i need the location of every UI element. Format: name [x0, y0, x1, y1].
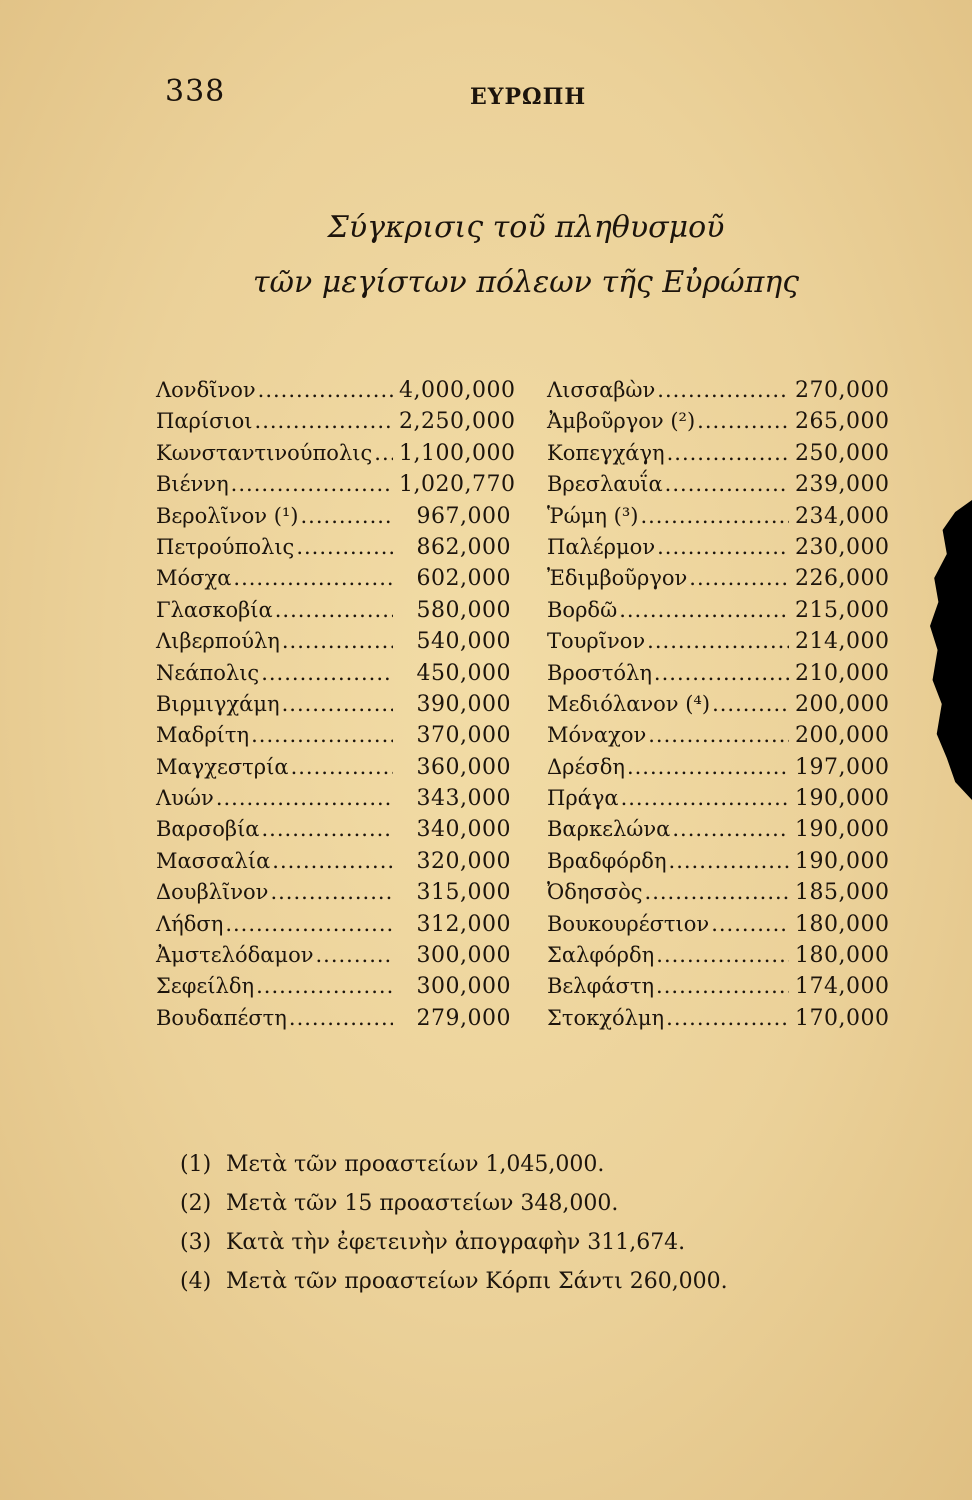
city-name: Βροστόλη	[547, 660, 652, 685]
city-name: Βαρκελώνα	[547, 817, 671, 842]
city-name: Πετρούπολις	[156, 534, 295, 559]
city-row	[156, 880, 511, 911]
footnote-mark: (3)	[180, 1230, 212, 1255]
city-population: 4,000,000	[399, 378, 516, 403]
city-population: 1,100,000	[399, 440, 516, 466]
city-name: Λονδῖνον	[156, 378, 256, 402]
leader-dots	[256, 974, 393, 998]
leader-dots	[225, 912, 393, 936]
leader-dots	[233, 566, 393, 590]
leader-dots	[291, 755, 393, 779]
leader-dots	[665, 472, 789, 496]
leader-dots	[672, 817, 789, 841]
city-row	[156, 943, 511, 974]
city-name: Λιβερπούλη	[156, 629, 280, 654]
city-row	[156, 535, 511, 566]
city-row	[547, 629, 890, 660]
city-population: 315,000	[416, 880, 511, 906]
leader-dots	[627, 755, 789, 779]
city-name: Μαδρίτη	[156, 723, 250, 748]
right-population-column	[547, 378, 890, 1037]
footnote	[180, 1230, 800, 1269]
city-name: Δρέσδη	[547, 754, 625, 779]
city-row	[156, 598, 511, 629]
city-population: 390,000	[416, 691, 511, 717]
leader-dots	[261, 661, 393, 685]
city-row	[547, 817, 890, 848]
city-name: Γλασκοβία	[156, 597, 273, 622]
leader-dots	[647, 629, 789, 653]
leader-dots	[640, 504, 789, 528]
page-number: 338	[165, 74, 226, 109]
leader-dots	[657, 535, 789, 559]
city-name: Ἀμστελόδαμον	[156, 943, 314, 968]
footnote	[180, 1269, 800, 1308]
city-name: Βελφάστη	[547, 974, 655, 999]
city-population: 170,000	[795, 1005, 890, 1031]
city-population: 360,000	[416, 754, 511, 780]
leader-dots	[712, 692, 789, 716]
city-population: 200,000	[795, 723, 890, 749]
city-row	[156, 912, 511, 943]
footnote-text: Μετὰ τῶν 15 προαστείων 348,000.	[226, 1191, 619, 1216]
city-population: 540,000	[416, 629, 511, 655]
city-name: Λυών	[156, 786, 214, 811]
city-row	[547, 848, 890, 880]
leader-dots	[697, 409, 789, 433]
city-population: 312,000	[416, 911, 511, 937]
leader-dots	[315, 943, 393, 967]
leader-dots	[711, 912, 789, 936]
footnote-mark: (1)	[180, 1152, 212, 1177]
footnote-text: Μετὰ τῶν προαστείων 1,045,000.	[226, 1152, 605, 1177]
city-population: 197,000	[795, 754, 890, 780]
city-population: 190,000	[795, 786, 890, 812]
city-row	[156, 817, 511, 848]
city-name: Λισσαβὼν	[547, 378, 656, 402]
city-name: Βρεσλαυΐα	[547, 472, 663, 497]
city-population: 1,020,770	[399, 472, 516, 498]
city-population: 279,000	[416, 1005, 511, 1031]
city-name: Βιρμιγχάμη	[156, 691, 280, 716]
city-name: Κωνσταντινούπολις	[156, 440, 373, 465]
leader-dots	[272, 849, 393, 873]
city-row	[547, 880, 890, 911]
leader-dots	[251, 723, 393, 747]
city-population: 190,000	[795, 848, 890, 874]
footnote-mark: (4)	[180, 1269, 212, 1294]
city-row	[547, 754, 890, 786]
city-population: 265,000	[795, 409, 890, 435]
city-row	[156, 1006, 511, 1037]
city-population: 190,000	[795, 817, 890, 843]
leader-dots	[296, 535, 393, 559]
city-row	[547, 911, 890, 943]
table-title-line-1: Σύγκρισις τοῦ πληθυσμοῦ	[327, 210, 725, 245]
leader-dots	[270, 880, 393, 904]
footnote-text: Κατὰ τὴν ἐφετεινὴν ἀπογραφὴν 311,674.	[226, 1230, 686, 1255]
city-population: 180,000	[795, 911, 890, 937]
city-row	[156, 755, 511, 786]
city-row	[547, 723, 890, 754]
city-row	[547, 472, 890, 503]
city-name: Ὀδησσὸς	[547, 880, 643, 905]
left-population-column	[156, 378, 516, 1037]
city-population: 300,000	[416, 974, 511, 1000]
city-row	[156, 974, 511, 1005]
leader-dots	[255, 409, 393, 433]
city-name: Μόναχον	[547, 723, 647, 748]
city-population: 239,000	[795, 472, 890, 498]
city-population: 174,000	[795, 974, 890, 1000]
city-row	[156, 566, 511, 597]
city-name: Παλέρμον	[547, 534, 656, 559]
city-population: 300,000	[416, 943, 511, 969]
city-name: Βουδαπέστη	[156, 1005, 287, 1030]
city-row	[156, 692, 511, 723]
city-name: Μεδιόλανον (⁴)	[547, 691, 711, 716]
leader-dots	[656, 974, 789, 998]
city-row	[156, 378, 516, 409]
city-row	[156, 409, 516, 440]
page-damage-blot	[930, 500, 972, 800]
city-population: 226,000	[795, 566, 890, 592]
city-name: Βιέννη	[156, 472, 229, 497]
city-name: Στοκχόλμη	[547, 1005, 665, 1030]
leader-dots	[216, 786, 393, 810]
city-population: 340,000	[416, 817, 511, 843]
city-population: 234,000	[795, 503, 890, 529]
city-row	[547, 378, 890, 409]
city-name: Βερολῖνον (¹)	[156, 503, 299, 528]
city-name: Βαρσοβία	[156, 817, 260, 842]
city-name: Ἐδιμβοῦργον	[547, 566, 688, 591]
city-row	[547, 597, 890, 629]
city-name: Βορδῶ	[547, 597, 618, 622]
city-row	[547, 691, 890, 723]
city-row	[156, 440, 516, 472]
leader-dots	[258, 378, 393, 402]
leader-dots	[374, 441, 393, 465]
leader-dots	[621, 786, 789, 810]
city-name: Βραδφόρδη	[547, 848, 667, 873]
city-population: 862,000	[416, 534, 511, 560]
city-name: Δουβλῖνον	[156, 880, 269, 905]
city-name: Μασσαλία	[156, 848, 271, 873]
table-title-line-2: τῶν μεγίστων πόλεων τῆς Εὐρώπης	[252, 265, 800, 300]
city-row	[547, 534, 890, 566]
city-population: 200,000	[795, 691, 890, 717]
city-row	[156, 849, 511, 880]
leader-dots	[645, 880, 789, 904]
footnote	[180, 1152, 800, 1191]
city-population: 214,000	[795, 629, 890, 655]
city-row	[547, 660, 890, 692]
city-name: Πράγα	[547, 786, 619, 811]
leader-dots	[648, 723, 789, 747]
city-row	[547, 409, 890, 440]
city-population: 370,000	[416, 723, 511, 749]
city-name: Μαγχεστρία	[156, 754, 289, 779]
running-head: ΕΥΡΩΠΗ	[470, 84, 587, 110]
city-name: Σαλφόρδη	[547, 943, 655, 968]
city-population: 450,000	[416, 660, 511, 686]
city-name: Λήδση	[156, 911, 224, 936]
city-name: Τουρῖνον	[547, 629, 646, 654]
leader-dots	[282, 692, 393, 716]
leader-dots	[666, 1006, 789, 1030]
leader-dots	[654, 661, 789, 685]
city-row	[547, 440, 890, 472]
leader-dots	[289, 1006, 393, 1030]
leader-dots	[656, 943, 789, 967]
city-row	[156, 629, 511, 660]
city-population: 343,000	[416, 786, 511, 812]
city-name: Νεάπολις	[156, 660, 260, 685]
leader-dots	[275, 598, 393, 622]
city-row	[156, 723, 511, 754]
leader-dots	[667, 441, 789, 465]
leader-dots	[669, 849, 789, 873]
leader-dots	[282, 629, 393, 653]
leader-dots	[619, 598, 789, 622]
city-row	[156, 504, 511, 535]
city-row	[547, 943, 890, 974]
city-name: Ῥώμη (³)	[547, 503, 639, 528]
city-population: 580,000	[416, 597, 511, 623]
city-row	[547, 786, 890, 817]
city-row	[547, 503, 890, 535]
city-population: 250,000	[795, 440, 890, 466]
city-name: Σεφείλδη	[156, 974, 255, 999]
leader-dots	[301, 504, 394, 528]
footnote-mark: (2)	[180, 1191, 212, 1216]
footnotes	[180, 1152, 800, 1308]
footnote	[180, 1191, 800, 1230]
city-row	[156, 786, 511, 817]
city-name: Ἀμβοῦργον (²)	[547, 409, 696, 434]
city-population: 185,000	[795, 880, 890, 906]
leader-dots	[262, 817, 394, 841]
city-row	[547, 1005, 890, 1037]
city-row	[156, 472, 516, 503]
footnote-text: Μετὰ τῶν προαστείων Κόρπι Σάντι 260,000.	[226, 1269, 728, 1294]
city-row	[547, 566, 890, 597]
city-name: Μόσχα	[156, 566, 232, 591]
city-population: 967,000	[416, 503, 511, 529]
city-population: 270,000	[795, 378, 890, 403]
city-row	[547, 974, 890, 1005]
city-population: 210,000	[795, 660, 890, 686]
city-population: 602,000	[416, 566, 511, 592]
city-population: 320,000	[416, 848, 511, 874]
city-population: 230,000	[795, 534, 890, 560]
city-name: Βουκουρέστιον	[547, 911, 710, 936]
city-population: 180,000	[795, 943, 890, 969]
city-name: Κοπεγχάγη	[547, 440, 665, 465]
leader-dots	[231, 472, 393, 496]
leader-dots	[689, 566, 789, 590]
city-row	[156, 661, 511, 692]
leader-dots	[657, 378, 789, 402]
city-name: Παρίσιοι	[156, 409, 253, 434]
city-population: 215,000	[795, 597, 890, 623]
city-population: 2,250,000	[399, 409, 516, 435]
